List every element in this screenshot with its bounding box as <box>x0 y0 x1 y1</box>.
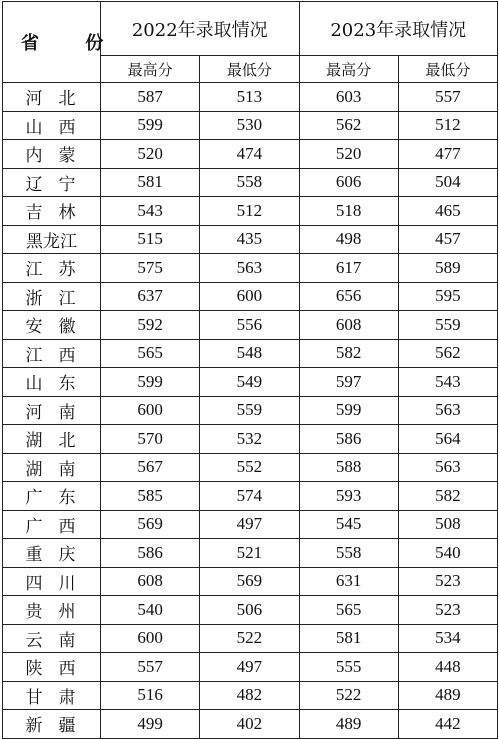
table-row <box>3 596 498 625</box>
table-row <box>3 567 498 596</box>
max-2022-cell: 515 <box>101 225 200 254</box>
min-2023-cell: 534 <box>398 624 497 653</box>
province-cell: 吉林 <box>3 197 101 226</box>
table-row <box>3 111 498 140</box>
max-2023-cell: 518 <box>299 197 398 226</box>
min-2022-cell: 521 <box>200 539 299 568</box>
max-2023-cell: 520 <box>299 140 398 169</box>
max-2023-cell: 617 <box>299 254 398 283</box>
min-2023-cell: 523 <box>398 567 497 596</box>
province-header: 省 份 <box>3 2 101 83</box>
max-2022-cell: 557 <box>101 653 200 682</box>
province-cell: 辽宁 <box>3 168 101 197</box>
province-cell: 重庆 <box>3 539 101 568</box>
max-2022-cell: 592 <box>101 311 200 340</box>
max-2023-cell: 588 <box>299 453 398 482</box>
min-2022-cell: 549 <box>200 368 299 397</box>
min-2023-header: 最低分 <box>398 56 497 83</box>
min-2022-cell: 506 <box>200 596 299 625</box>
min-2022-cell: 569 <box>200 567 299 596</box>
max-2022-cell: 569 <box>101 510 200 539</box>
max-2022-cell: 581 <box>101 168 200 197</box>
table-row <box>3 539 498 568</box>
min-2023-cell: 543 <box>398 368 497 397</box>
max-2023-cell: 555 <box>299 653 398 682</box>
min-2022-cell: 548 <box>200 339 299 368</box>
max-2023-cell: 606 <box>299 168 398 197</box>
min-2022-cell: 497 <box>200 653 299 682</box>
min-2023-cell: 465 <box>398 197 497 226</box>
min-2023-cell: 582 <box>398 482 497 511</box>
province-cell: 甘肃 <box>3 681 101 710</box>
table-row <box>3 453 498 482</box>
max-2022-cell: 608 <box>101 567 200 596</box>
table-row <box>3 681 498 710</box>
province-cell: 湖北 <box>3 425 101 454</box>
min-2023-cell: 557 <box>398 83 497 112</box>
max-2023-cell: 581 <box>299 624 398 653</box>
min-2023-cell: 563 <box>398 396 497 425</box>
min-2022-cell: 532 <box>200 425 299 454</box>
province-cell: 四川 <box>3 567 101 596</box>
min-2022-cell: 513 <box>200 83 299 112</box>
max-2023-cell: 656 <box>299 282 398 311</box>
min-2023-cell: 448 <box>398 653 497 682</box>
min-2023-cell: 540 <box>398 539 497 568</box>
min-2023-cell: 442 <box>398 710 497 739</box>
year-2023-header: 2023年录取情况 <box>299 2 498 56</box>
table-row <box>3 425 498 454</box>
max-2023-cell: 631 <box>299 567 398 596</box>
province-cell: 山西 <box>3 111 101 140</box>
min-2023-cell: 564 <box>398 425 497 454</box>
min-2023-cell: 562 <box>398 339 497 368</box>
province-cell: 广东 <box>3 482 101 511</box>
min-2023-cell: 489 <box>398 681 497 710</box>
max-2022-cell: 570 <box>101 425 200 454</box>
table-row <box>3 311 498 340</box>
province-cell: 贵州 <box>3 596 101 625</box>
min-2023-cell: 563 <box>398 453 497 482</box>
province-cell: 河南 <box>3 396 101 425</box>
province-cell: 黑龙江 <box>3 225 101 254</box>
min-2022-cell: 563 <box>200 254 299 283</box>
table-row <box>3 396 498 425</box>
max-2022-header: 最高分 <box>101 56 200 83</box>
province-cell: 河北 <box>3 83 101 112</box>
min-2023-cell: 508 <box>398 510 497 539</box>
admission-scores-table <box>2 1 498 739</box>
table-row <box>3 653 498 682</box>
min-2023-cell: 504 <box>398 168 497 197</box>
max-2022-cell: 585 <box>101 482 200 511</box>
province-cell: 山东 <box>3 368 101 397</box>
table-row <box>3 140 498 169</box>
max-2022-cell: 587 <box>101 83 200 112</box>
min-2022-cell: 556 <box>200 311 299 340</box>
province-cell: 江苏 <box>3 254 101 283</box>
max-2022-cell: 499 <box>101 710 200 739</box>
min-2022-cell: 558 <box>200 168 299 197</box>
max-2023-cell: 545 <box>299 510 398 539</box>
max-2022-cell: 599 <box>101 111 200 140</box>
max-2023-cell: 558 <box>299 539 398 568</box>
min-2022-cell: 512 <box>200 197 299 226</box>
min-2022-cell: 482 <box>200 681 299 710</box>
table-row <box>3 168 498 197</box>
max-2022-cell: 575 <box>101 254 200 283</box>
max-2023-cell: 597 <box>299 368 398 397</box>
province-cell: 浙江 <box>3 282 101 311</box>
admission-scores-table-container <box>2 1 497 737</box>
min-2022-cell: 574 <box>200 482 299 511</box>
min-2022-cell: 530 <box>200 111 299 140</box>
table-row <box>3 624 498 653</box>
max-2022-cell: 600 <box>101 396 200 425</box>
min-2023-cell: 523 <box>398 596 497 625</box>
table-header <box>3 2 498 83</box>
max-2022-cell: 520 <box>101 140 200 169</box>
table-row <box>3 83 498 112</box>
min-2022-cell: 497 <box>200 510 299 539</box>
min-2022-cell: 402 <box>200 710 299 739</box>
table-row <box>3 710 498 739</box>
min-2023-cell: 512 <box>398 111 497 140</box>
year-2022-header: 2022年录取情况 <box>101 2 300 56</box>
max-2023-cell: 608 <box>299 311 398 340</box>
max-2022-cell: 600 <box>101 624 200 653</box>
max-2022-cell: 586 <box>101 539 200 568</box>
table-row <box>3 282 498 311</box>
table-row <box>3 368 498 397</box>
min-2023-cell: 457 <box>398 225 497 254</box>
min-2022-cell: 559 <box>200 396 299 425</box>
province-cell: 内蒙 <box>3 140 101 169</box>
max-2023-cell: 593 <box>299 482 398 511</box>
min-2023-cell: 559 <box>398 311 497 340</box>
min-2022-cell: 600 <box>200 282 299 311</box>
max-2023-cell: 603 <box>299 83 398 112</box>
province-cell: 新疆 <box>3 710 101 739</box>
province-cell: 云南 <box>3 624 101 653</box>
min-2023-cell: 477 <box>398 140 497 169</box>
table-row <box>3 482 498 511</box>
table-body <box>3 83 498 739</box>
table-row <box>3 197 498 226</box>
min-2023-cell: 589 <box>398 254 497 283</box>
max-2023-cell: 565 <box>299 596 398 625</box>
max-2022-cell: 637 <box>101 282 200 311</box>
table-row <box>3 339 498 368</box>
max-2023-header: 最高分 <box>299 56 398 83</box>
max-2022-cell: 540 <box>101 596 200 625</box>
province-cell: 江西 <box>3 339 101 368</box>
min-2022-cell: 552 <box>200 453 299 482</box>
max-2023-cell: 582 <box>299 339 398 368</box>
table-row <box>3 225 498 254</box>
min-2023-cell: 595 <box>398 282 497 311</box>
max-2023-cell: 562 <box>299 111 398 140</box>
max-2022-cell: 516 <box>101 681 200 710</box>
province-cell: 广西 <box>3 510 101 539</box>
min-2022-cell: 522 <box>200 624 299 653</box>
max-2023-cell: 599 <box>299 396 398 425</box>
max-2023-cell: 489 <box>299 710 398 739</box>
max-2022-cell: 567 <box>101 453 200 482</box>
max-2023-cell: 522 <box>299 681 398 710</box>
max-2022-cell: 565 <box>101 339 200 368</box>
province-cell: 陕西 <box>3 653 101 682</box>
province-cell: 湖南 <box>3 453 101 482</box>
min-2022-header: 最低分 <box>200 56 299 83</box>
province-cell: 安徽 <box>3 311 101 340</box>
max-2022-cell: 543 <box>101 197 200 226</box>
min-2022-cell: 435 <box>200 225 299 254</box>
max-2023-cell: 586 <box>299 425 398 454</box>
min-2022-cell: 474 <box>200 140 299 169</box>
max-2023-cell: 498 <box>299 225 398 254</box>
max-2022-cell: 599 <box>101 368 200 397</box>
table-row <box>3 254 498 283</box>
table-row <box>3 510 498 539</box>
